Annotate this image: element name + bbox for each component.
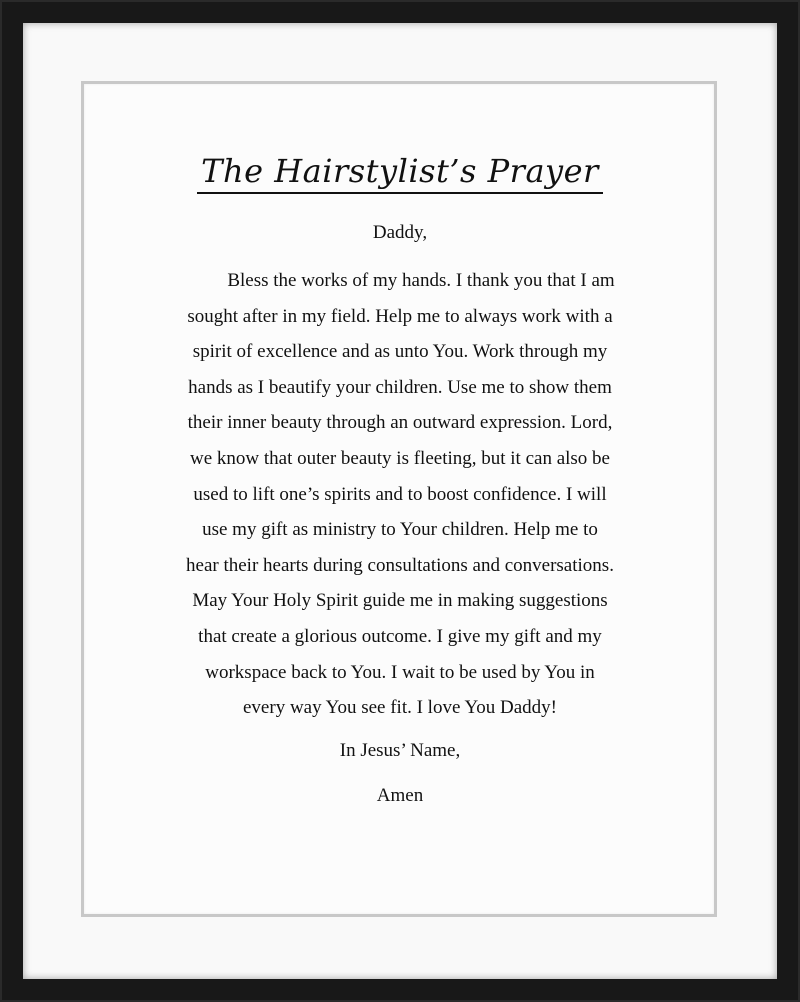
prayer-line: that create a glorious outcome. I give my gift and my — [198, 625, 602, 647]
mat-board — [23, 23, 777, 979]
salutation: Daddy, — [372, 222, 428, 243]
prayer-body — [23, 263, 777, 726]
prayer-line: hear their hearts during consultations and conversations. — [186, 554, 614, 576]
prayer-line: use my gift as ministry to Your children. Help me to — [202, 519, 598, 541]
prayer-line: hands as I beautify your children. Use me to show them — [188, 376, 612, 398]
prayer-line: Bless the works of my hands. I thank you that I am — [227, 270, 615, 291]
prayer-title — [23, 151, 777, 194]
prayer-line: their inner beauty through an outward expression. Lord, — [187, 412, 613, 434]
amen-line: Amen — [376, 785, 424, 806]
prayer-title-text: The Hairstylist’s Prayer — [197, 151, 603, 194]
closing-line: In Jesus’ Name, — [339, 740, 461, 761]
prayer-line: spirit of excellence and as unto You. Work through my — [192, 341, 608, 363]
prayer-line: May Your Holy Spirit guide me in making suggestions — [192, 590, 608, 612]
prayer-line: used to lift one’s spirits and to boost confidence. I will — [193, 483, 607, 505]
prayer-line: we know that outer beauty is fleeting, but it can also be — [190, 447, 610, 469]
prayer-line: every way You see fit. I love You Daddy! — [243, 697, 557, 719]
prayer-line: sought after in my field. Help me to always work with a — [187, 305, 613, 327]
prayer-line: workspace back to You. I wait to be used by You in — [205, 661, 595, 683]
